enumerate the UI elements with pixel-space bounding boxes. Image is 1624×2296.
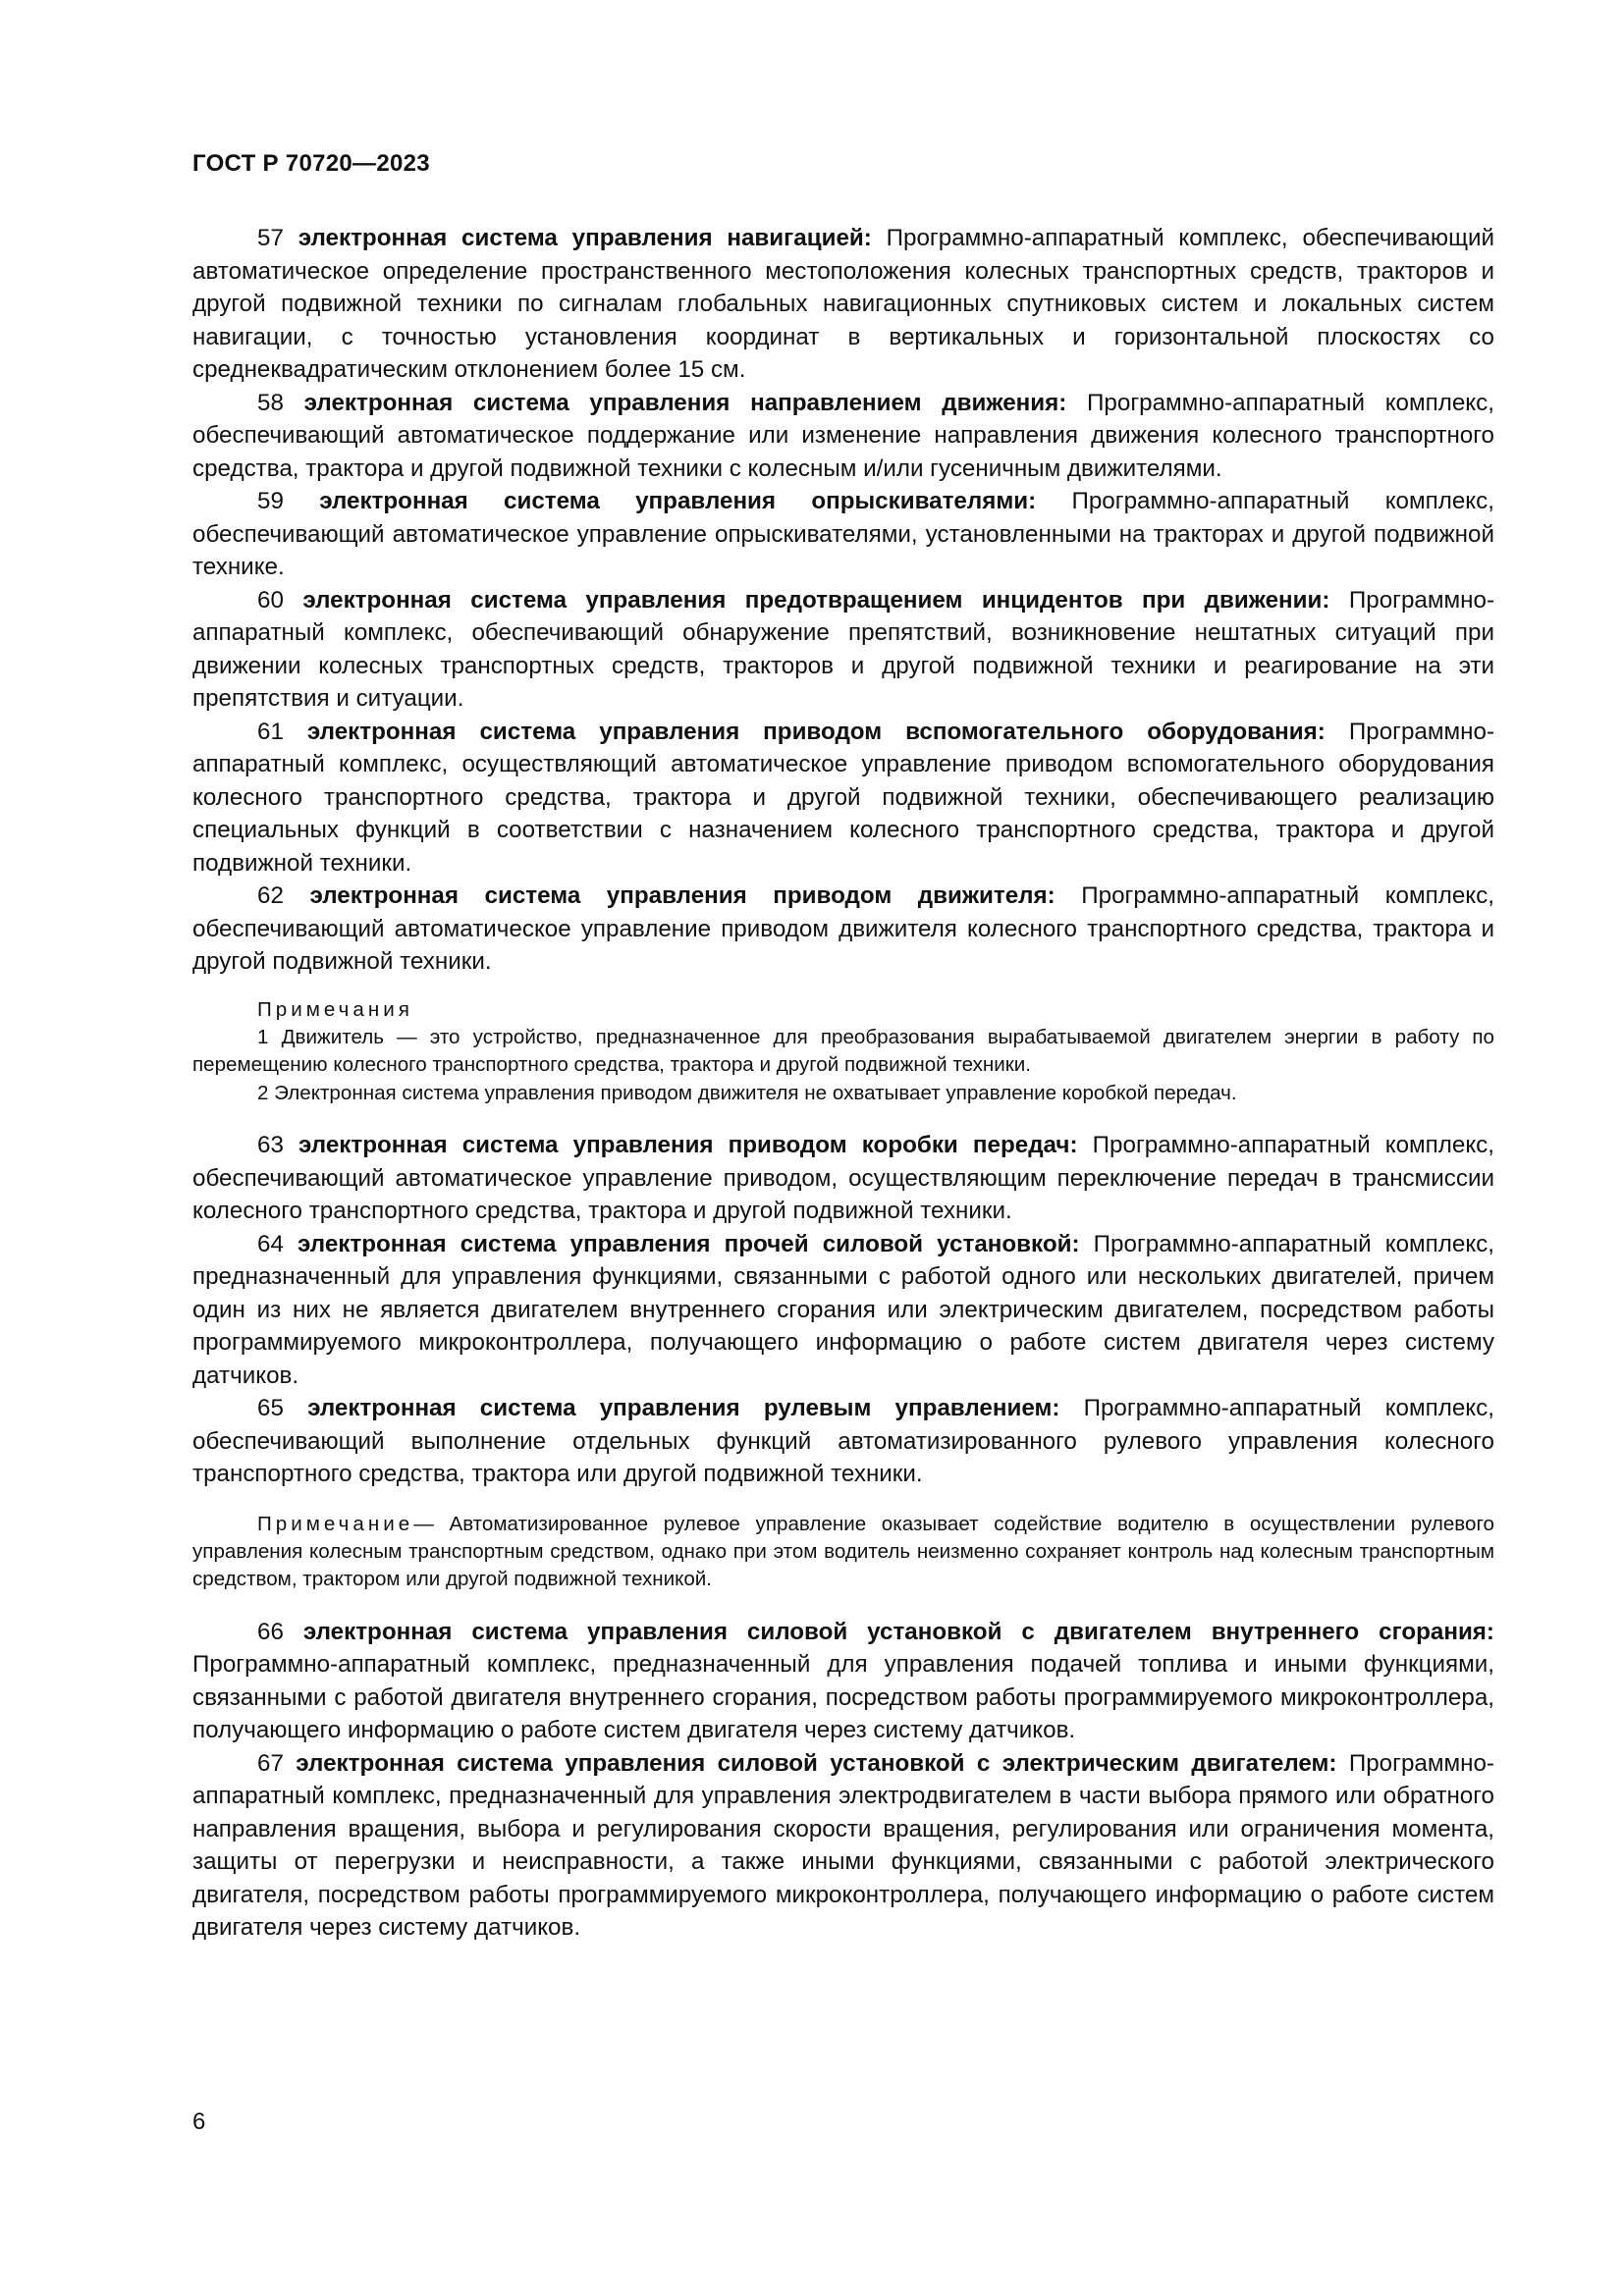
term-65 bbox=[192, 1392, 1494, 1491]
note-item bbox=[192, 1511, 1494, 1594]
note-block bbox=[192, 1511, 1494, 1594]
term-name: электронная система управления навигацией: bbox=[298, 225, 872, 251]
term-name: электронная система управления приводом движителя: bbox=[309, 882, 1056, 909]
term-63 bbox=[192, 1129, 1494, 1228]
notes-block bbox=[192, 996, 1494, 1108]
term-definition: Программно-аппаратный комплекс, обеспечивающий автоматическое определение пространственного местоположения колесных транспортных средств, тракторов и другой подвижной техники по сигналам глобальных навигационных спутниковых систем и локальных систем навигации, с точностью установления координат в вертикальных и горизонтальной плоскостях со среднеквадратическим отклонением более 15 см. bbox=[192, 225, 1494, 383]
term-61 bbox=[192, 716, 1494, 881]
term-name: электронная система управления приводом вспомогательного оборудования: bbox=[306, 718, 1326, 745]
term-name: электронная система управления предотвращением инцидентов при движении: bbox=[302, 586, 1330, 614]
term-number: 59 bbox=[257, 488, 284, 514]
standard-header: ГОСТ Р 70720—2023 bbox=[192, 150, 430, 177]
term-definition: Программно-аппаратный комплекс, обеспечивающий автоматическое управление приводом движителя колесного транспортного средства, трактора и другой подвижной техники. bbox=[192, 882, 1494, 975]
term-number: 66 bbox=[257, 1618, 284, 1645]
term-definition: Программно-аппаратный комплекс, предназначенный для управления подачей топлива и иными функциями, связанными с работой двигателя внутреннего сгорания, посредством работы программируемого микроконтроллера, получающего информацию о работе систем двигателя через систему датчиков. bbox=[192, 1651, 1494, 1744]
term-definition: Программно-аппаратный комплекс, обеспечивающий автоматическое управление опрыскивателями, установленными на тракторах и другой подвижной технике. bbox=[192, 488, 1494, 580]
term-67 bbox=[192, 1747, 1494, 1945]
term-number: 58 bbox=[257, 389, 284, 416]
term-name: электронная система управления прочей силовой установкой: bbox=[298, 1230, 1080, 1257]
note-item: 2 Электронная система управления приводом движителя не охватывает управление коробкой передач. bbox=[257, 1081, 1237, 1104]
note-item: 1 Движитель — это устройство, предназначенное для преобразования вырабатываемой двигателем энергии в работу по перемещению колесного транспортного средства, трактора и другой подвижной техники. bbox=[192, 1025, 1494, 1077]
term-66 bbox=[192, 1616, 1494, 1747]
term-definition: Программно-аппаратный комплекс, обеспечивающий обнаружение препятствий, возникновение нештатных ситуаций при движении колесных транспортных средств, тракторов и другой подвижной техники и реагирование на эти препятствия и ситуации. bbox=[192, 586, 1494, 712]
term-57 bbox=[192, 222, 1494, 387]
term-name: электронная система управления приводом коробки передач: bbox=[298, 1132, 1078, 1159]
term-62 bbox=[192, 880, 1494, 979]
term-number: 63 bbox=[257, 1132, 284, 1159]
note-text: Автоматизированное рулевое управление оказывает содействие водителю в осуществлении рулевого управления колесным транспортным средством, однако при этом водитель неизменно сохраняет контроль над колесным транспортным средством, трактором или другой подвижной техникой. bbox=[192, 1512, 1494, 1591]
term-definition: Программно-аппаратный комплекс, предназначенный для управления функциями, связанными с работой одного или нескольких двигателей, причем один из них не является двигателем внутреннего сгорания или электрическим двигателем, посредством работы программируемого микроконтроллера, получающего информацию о работе систем двигателя через систему датчиков. bbox=[192, 1230, 1494, 1389]
notes-heading-label: Примечания bbox=[257, 997, 413, 1021]
term-name: электронная система управления силовой установкой с электрическим двигателем: bbox=[296, 1749, 1337, 1777]
term-definition: Программно-аппаратный комплекс, обеспечивающий автоматическое управление приводом, осуществляющим переключение передач в трансмиссии колесного транспортного средства, трактора и другой подвижной техники. bbox=[192, 1132, 1494, 1225]
term-definition: Программно-аппаратный комплекс, обеспечивающий автоматическое поддержание или изменение направления движения колесного транспортного средства, трактора и другой подвижной техники с колесным и/или гусеничным движителями. bbox=[192, 389, 1494, 482]
term-59 bbox=[192, 485, 1494, 584]
term-definition: Программно-аппаратный комплекс, обеспечивающий выполнение отдельных функций автоматизированного рулевого управления колесного транспортного средства, трактора или другой подвижной техники. bbox=[192, 1395, 1494, 1488]
term-name: электронная система управления опрыскивателями: bbox=[319, 488, 1037, 514]
term-name: электронная система управления силовой установкой с двигателем внутреннего сгорания: bbox=[302, 1618, 1494, 1645]
notes-heading bbox=[192, 996, 1494, 1024]
term-number: 62 bbox=[257, 882, 284, 909]
term-58 bbox=[192, 387, 1494, 486]
document-body bbox=[192, 222, 1494, 1945]
term-definition: Программно-аппаратный комплекс, предназначенный для управления электродвигателем в части выбора прямого или обратного направления вращения, выбора и регулирования скорости вращения, регулирования или ограничения момента, защиты от перегрузки и неисправности, а также иными функциями, связанными с работой электрического двигателя, посредством работы программируемого микроконтроллера, получающего информацию о работе систем двигателя через систему датчиков. bbox=[192, 1749, 1494, 1942]
term-number: 64 bbox=[257, 1230, 284, 1257]
term-number: 61 bbox=[257, 718, 284, 745]
term-number: 65 bbox=[257, 1395, 284, 1422]
term-number: 57 bbox=[257, 225, 284, 251]
page-number: 6 bbox=[192, 2109, 206, 2135]
term-60 bbox=[192, 584, 1494, 716]
note-dash: — bbox=[413, 1512, 434, 1535]
term-definition: Программно-аппаратный комплекс, осуществляющий автоматическое управление приводом вспомогательного оборудования колесного транспортного средства, трактора и другой подвижной техники, обеспечивающего реализацию специальных функций в соответствии с назначением колесного транспортного средства, трактора и другой подвижной техники. bbox=[192, 718, 1494, 877]
term-name: электронная система управления направлением движения: bbox=[303, 389, 1067, 416]
term-number: 67 bbox=[257, 1749, 284, 1777]
note-label: Примечание bbox=[257, 1512, 414, 1535]
term-64 bbox=[192, 1228, 1494, 1393]
term-number: 60 bbox=[257, 586, 284, 614]
term-name: электронная система управления рулевым управлением: bbox=[307, 1395, 1060, 1422]
